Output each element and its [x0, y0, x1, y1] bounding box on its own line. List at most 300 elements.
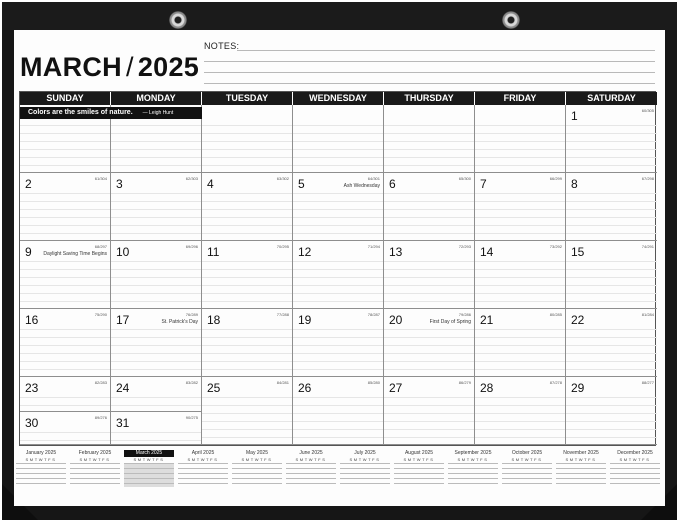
- writing-line: [293, 369, 383, 370]
- writing-line: [566, 361, 657, 362]
- writing-line: [20, 405, 110, 406]
- date-number: 29: [571, 381, 585, 395]
- writing-line: [384, 329, 474, 330]
- mini-month-title: December 2025: [617, 450, 653, 456]
- day-count: 66/299: [549, 176, 562, 181]
- writing-line: [293, 413, 383, 414]
- writing-line: [566, 421, 657, 422]
- writing-line: [202, 277, 292, 278]
- writing-line: [111, 277, 201, 278]
- writing-line: [293, 345, 383, 346]
- writing-line: [293, 277, 383, 278]
- writing-line: [202, 261, 292, 262]
- day-cell-1[interactable]: [566, 105, 657, 173]
- writing-line: [384, 353, 474, 354]
- date-number: 2: [25, 177, 32, 191]
- mini-weekday-row: SMTWTFS: [619, 457, 651, 462]
- day-cell-16[interactable]: [20, 309, 111, 377]
- writing-line: [384, 397, 474, 398]
- writing-line: [202, 353, 292, 354]
- quote-text: Colors are the smiles of nature.: [28, 109, 133, 116]
- writing-line: [475, 369, 565, 370]
- writing-line: [475, 353, 565, 354]
- date-number: 21: [480, 313, 494, 327]
- day-cell-10[interactable]: [111, 241, 202, 309]
- writing-line: [20, 353, 110, 354]
- writing-line: [111, 405, 201, 406]
- writing-line: [384, 421, 474, 422]
- writing-line: [566, 133, 657, 134]
- day-count: 77/288: [276, 312, 289, 317]
- writing-line: [384, 361, 474, 362]
- writing-line: [20, 261, 110, 262]
- writing-line: [202, 405, 292, 406]
- quote-author: — Leigh Hunt: [142, 110, 174, 116]
- day-cell-13[interactable]: [384, 241, 475, 309]
- writing-line: [384, 277, 474, 278]
- writing-line: [566, 285, 657, 286]
- writing-line: [111, 193, 201, 194]
- writing-line: [293, 217, 383, 218]
- writing-line: [293, 209, 383, 210]
- date-number: 25: [207, 381, 221, 395]
- day-count: 82/283: [94, 380, 107, 385]
- mini-weekday-row: SMTWTFS: [295, 457, 327, 462]
- writing-line: [566, 429, 657, 430]
- day-count: 65/300: [458, 176, 471, 181]
- writing-line: [384, 233, 474, 234]
- writing-line: [20, 125, 110, 126]
- date-number: 20: [389, 313, 403, 327]
- writing-line: [202, 209, 292, 210]
- holiday-label: First Day of Spring: [429, 319, 471, 325]
- mini-month-title: February 2025: [78, 450, 112, 456]
- writing-line: [293, 269, 383, 270]
- day-cell-31[interactable]: [111, 412, 202, 445]
- day-count: 83/282: [185, 380, 198, 385]
- writing-line: [566, 437, 657, 438]
- day-cell-19[interactable]: [293, 309, 384, 377]
- date-number: 19: [298, 313, 312, 327]
- day-count: 78/287: [367, 312, 380, 317]
- date-number: 13: [389, 245, 403, 259]
- mini-weekday-row: SMTWTFS: [349, 457, 381, 462]
- writing-line: [475, 413, 565, 414]
- writing-line: [475, 149, 565, 150]
- date-number: 8: [571, 177, 578, 191]
- day-header-tuesday: TUESDAY: [202, 92, 293, 105]
- holiday-label: Ash Wednesday: [343, 183, 380, 189]
- writing-line: [384, 225, 474, 226]
- day-cell-9[interactable]: [20, 241, 111, 309]
- mini-month-title: January 2025: [25, 450, 57, 456]
- mini-calendar-september: [448, 450, 498, 494]
- day-cell-30[interactable]: [20, 412, 111, 445]
- writing-line: [293, 421, 383, 422]
- notes-line[interactable]: [204, 72, 655, 73]
- writing-line: [293, 293, 383, 294]
- writing-line: [20, 149, 110, 150]
- writing-line: [566, 141, 657, 142]
- date-number: 10: [116, 245, 130, 259]
- notes-line[interactable]: [204, 61, 655, 62]
- writing-line: [293, 337, 383, 338]
- writing-line: [566, 261, 657, 262]
- month-title: [20, 52, 199, 83]
- day-count: 89/276: [94, 415, 107, 420]
- mini-calendar-may: [232, 450, 282, 494]
- date-number: 23: [25, 381, 39, 395]
- writing-line: [111, 141, 201, 142]
- writing-line: [202, 421, 292, 422]
- day-header-monday: MONDAY: [111, 92, 202, 105]
- writing-line: [384, 345, 474, 346]
- mini-weekday-row: SMTWTFS: [241, 457, 273, 462]
- writing-line: [111, 133, 201, 134]
- day-count: 61/304: [94, 176, 107, 181]
- writing-line: [384, 269, 474, 270]
- writing-line: [293, 225, 383, 226]
- writing-line: [202, 397, 292, 398]
- date-number: 9: [25, 245, 32, 259]
- writing-line: [202, 225, 292, 226]
- writing-line: [293, 201, 383, 202]
- mini-month-title: April 2025: [191, 450, 215, 456]
- day-count: 73/292: [549, 244, 562, 249]
- writing-line: [566, 193, 657, 194]
- empty-day-cell: [384, 105, 475, 173]
- writing-line: [202, 337, 292, 338]
- writing-line: [202, 293, 292, 294]
- day-count: 69/296: [185, 244, 198, 249]
- writing-line: [475, 429, 565, 430]
- writing-line: [20, 269, 110, 270]
- day-count: 87/278: [549, 380, 562, 385]
- writing-line: [475, 285, 565, 286]
- date-number: 17: [116, 313, 130, 327]
- day-cell-3[interactable]: [111, 173, 202, 241]
- writing-line: [20, 277, 110, 278]
- writing-line: [111, 369, 201, 370]
- writing-line: [293, 157, 383, 158]
- writing-line: [111, 125, 201, 126]
- day-cell-4[interactable]: [202, 173, 293, 241]
- holiday-label: St. Patrick's Day: [161, 319, 198, 325]
- day-count: 70/295: [276, 244, 289, 249]
- day-count: 86/279: [458, 380, 471, 385]
- day-count: 75/290: [94, 312, 107, 317]
- day-cell-14[interactable]: [475, 241, 566, 309]
- writing-line: [475, 337, 565, 338]
- writing-line: [20, 201, 110, 202]
- day-cell-18[interactable]: [202, 309, 293, 377]
- day-cell-15[interactable]: [566, 241, 657, 309]
- writing-line: [566, 165, 657, 166]
- mini-month-title: September 2025: [454, 450, 492, 456]
- date-number: 3: [116, 177, 123, 191]
- writing-line: [20, 165, 110, 166]
- date-number: 16: [25, 313, 39, 327]
- day-count: 80/285: [549, 312, 562, 317]
- writing-line: [293, 285, 383, 286]
- writing-line: [475, 405, 565, 406]
- day-count: 72/293: [458, 244, 471, 249]
- writing-line: [384, 133, 474, 134]
- writing-line: [384, 149, 474, 150]
- day-count: 62/303: [185, 176, 198, 181]
- writing-line: [384, 209, 474, 210]
- day-cell-22[interactable]: [566, 309, 657, 377]
- mini-month-title: March 2025: [124, 450, 174, 457]
- date-number: 12: [298, 245, 312, 259]
- writing-line: [202, 301, 292, 302]
- day-cell-17[interactable]: [111, 309, 202, 377]
- date-number: 14: [480, 245, 494, 259]
- writing-line: [566, 397, 657, 398]
- writing-line: [566, 329, 657, 330]
- writing-line: [293, 405, 383, 406]
- writing-line: [384, 413, 474, 414]
- yearly-mini-calendars: [16, 450, 667, 498]
- writing-line: [384, 261, 474, 262]
- writing-line: [111, 225, 201, 226]
- writing-line: [384, 285, 474, 286]
- writing-line: [384, 217, 474, 218]
- writing-line: [384, 429, 474, 430]
- writing-line: [111, 329, 201, 330]
- day-cell-20[interactable]: [384, 309, 475, 377]
- writing-line: [202, 157, 292, 158]
- day-cell-12[interactable]: [293, 241, 384, 309]
- day-cell-23[interactable]: [20, 377, 111, 412]
- date-number: 1: [571, 109, 578, 123]
- mini-weekday-row: SMTWTFS: [79, 457, 111, 462]
- day-count: 64/301: [367, 176, 380, 181]
- day-cell-6[interactable]: [384, 173, 475, 241]
- writing-line: [20, 293, 110, 294]
- mini-weekday-row: SMTWTFS: [565, 457, 597, 462]
- notes-line[interactable]: [204, 83, 655, 84]
- notes-line[interactable]: [237, 50, 655, 51]
- writing-line: [111, 361, 201, 362]
- date-number: 28: [480, 381, 494, 395]
- writing-line: [475, 157, 565, 158]
- writing-line: [202, 269, 292, 270]
- writing-line: [111, 345, 201, 346]
- mini-calendar-april: [178, 450, 228, 494]
- writing-line: [384, 201, 474, 202]
- day-count: 88/277: [641, 380, 654, 385]
- writing-line: [566, 233, 657, 234]
- writing-line: [566, 209, 657, 210]
- writing-line: [111, 261, 201, 262]
- writing-line: [566, 405, 657, 406]
- writing-line: [475, 437, 565, 438]
- month-grid: [19, 91, 656, 446]
- day-count: 74/291: [641, 244, 654, 249]
- day-count: 63/302: [276, 176, 289, 181]
- mini-month-title: November 2025: [563, 450, 599, 456]
- day-cell-25[interactable]: [202, 377, 293, 445]
- writing-line: [566, 149, 657, 150]
- mini-month-title: August 2025: [404, 450, 434, 456]
- writing-line: [293, 133, 383, 134]
- writing-line: [111, 285, 201, 286]
- writing-line: [566, 345, 657, 346]
- writing-line: [111, 201, 201, 202]
- day-count: 68/297: [94, 244, 107, 249]
- empty-day-cell: [475, 105, 566, 173]
- day-cell-5[interactable]: [293, 173, 384, 241]
- mini-calendar-february: [70, 450, 120, 494]
- writing-line: [20, 432, 110, 433]
- date-number: 18: [207, 313, 221, 327]
- mini-weekday-row: SMTWTFS: [403, 457, 435, 462]
- day-cell-7[interactable]: [475, 173, 566, 241]
- date-number: 24: [116, 381, 130, 395]
- writing-line: [475, 125, 565, 126]
- writing-line: [20, 193, 110, 194]
- mini-month-title: June 2025: [299, 450, 323, 456]
- writing-line: [202, 149, 292, 150]
- mini-weekday-row: SMTWTFS: [133, 457, 165, 462]
- day-count: 67/298: [641, 176, 654, 181]
- writing-line: [384, 437, 474, 438]
- writing-line: [202, 193, 292, 194]
- writing-line: [20, 285, 110, 286]
- writing-line: [475, 329, 565, 330]
- writing-line: [20, 141, 110, 142]
- writing-line: [20, 157, 110, 158]
- writing-line: [111, 337, 201, 338]
- mini-calendar-july: [340, 450, 390, 494]
- day-cell-11[interactable]: [202, 241, 293, 309]
- writing-line: [566, 157, 657, 158]
- year: 2025: [137, 52, 200, 82]
- writing-line: [20, 361, 110, 362]
- day-count: 60/305: [641, 108, 654, 113]
- writing-line: [475, 261, 565, 262]
- day-cell-24[interactable]: [111, 377, 202, 412]
- writing-line: [384, 125, 474, 126]
- writing-line: [566, 353, 657, 354]
- writing-line: [202, 429, 292, 430]
- day-cell-26[interactable]: [293, 377, 384, 445]
- writing-line: [384, 193, 474, 194]
- writing-line: [384, 141, 474, 142]
- writing-line: [475, 345, 565, 346]
- writing-line: [475, 421, 565, 422]
- holiday-label: Daylight Saving Time Begins: [43, 251, 107, 257]
- writing-line: [566, 369, 657, 370]
- day-cell-8[interactable]: [566, 173, 657, 241]
- writing-line: [20, 440, 110, 441]
- writing-line: [202, 217, 292, 218]
- writing-line: [475, 217, 565, 218]
- writing-line: [293, 261, 383, 262]
- writing-line: [475, 141, 565, 142]
- date-number: 31: [116, 416, 130, 430]
- writing-line: [20, 209, 110, 210]
- calendar-sheet: [14, 30, 665, 506]
- writing-line: [475, 201, 565, 202]
- writing-line: [202, 369, 292, 370]
- writing-line: [111, 397, 201, 398]
- month-name: MARCH: [20, 52, 122, 82]
- day-count: 81/284: [641, 312, 654, 317]
- title-separator: /: [126, 52, 134, 82]
- mini-calendar-march: [124, 450, 174, 494]
- day-cell-21[interactable]: [475, 309, 566, 377]
- writing-line: [111, 293, 201, 294]
- mini-calendar-january: [16, 450, 66, 494]
- writing-line: [202, 165, 292, 166]
- writing-line: [384, 369, 474, 370]
- writing-line: [566, 277, 657, 278]
- writing-line: [293, 193, 383, 194]
- writing-line: [20, 369, 110, 370]
- writing-line: [384, 157, 474, 158]
- writing-line: [111, 432, 201, 433]
- writing-line: [293, 361, 383, 362]
- date-number: 4: [207, 177, 214, 191]
- writing-line: [475, 233, 565, 234]
- writing-line: [111, 353, 201, 354]
- writing-line: [20, 345, 110, 346]
- mini-month-title: July 2025: [354, 450, 376, 456]
- writing-line: [202, 125, 292, 126]
- writing-line: [20, 329, 110, 330]
- writing-line: [475, 397, 565, 398]
- writing-line: [202, 329, 292, 330]
- mini-weekday-row: SMTWTFS: [187, 457, 219, 462]
- top-binding-strip: [2, 2, 677, 30]
- writing-line: [475, 361, 565, 362]
- writing-line: [20, 225, 110, 226]
- writing-line: [293, 397, 383, 398]
- day-count: 90/275: [185, 415, 198, 420]
- writing-line: [111, 440, 201, 441]
- date-number: 5: [298, 177, 305, 191]
- writing-line: [202, 437, 292, 438]
- mini-weekday-row: SMTWTFS: [511, 457, 543, 462]
- day-count: 71/294: [367, 244, 380, 249]
- day-cell-2[interactable]: [20, 173, 111, 241]
- writing-line: [384, 293, 474, 294]
- writing-line: [384, 301, 474, 302]
- day-cell-29[interactable]: [566, 377, 657, 445]
- writing-line: [293, 329, 383, 330]
- day-cell-27[interactable]: [384, 377, 475, 445]
- writing-line: [20, 397, 110, 398]
- writing-line: [293, 353, 383, 354]
- writing-line: [475, 209, 565, 210]
- writing-line: [202, 285, 292, 286]
- date-number: 6: [389, 177, 396, 191]
- day-cell-28[interactable]: [475, 377, 566, 445]
- mini-weekday-row: SMTWTFS: [457, 457, 489, 462]
- writing-line: [475, 301, 565, 302]
- writing-line: [384, 337, 474, 338]
- writing-line: [566, 269, 657, 270]
- quote-banner: [20, 107, 202, 119]
- writing-line: [20, 337, 110, 338]
- date-number: 7: [480, 177, 487, 191]
- writing-line: [202, 141, 292, 142]
- writing-line: [202, 413, 292, 414]
- writing-line: [20, 233, 110, 234]
- writing-line: [566, 225, 657, 226]
